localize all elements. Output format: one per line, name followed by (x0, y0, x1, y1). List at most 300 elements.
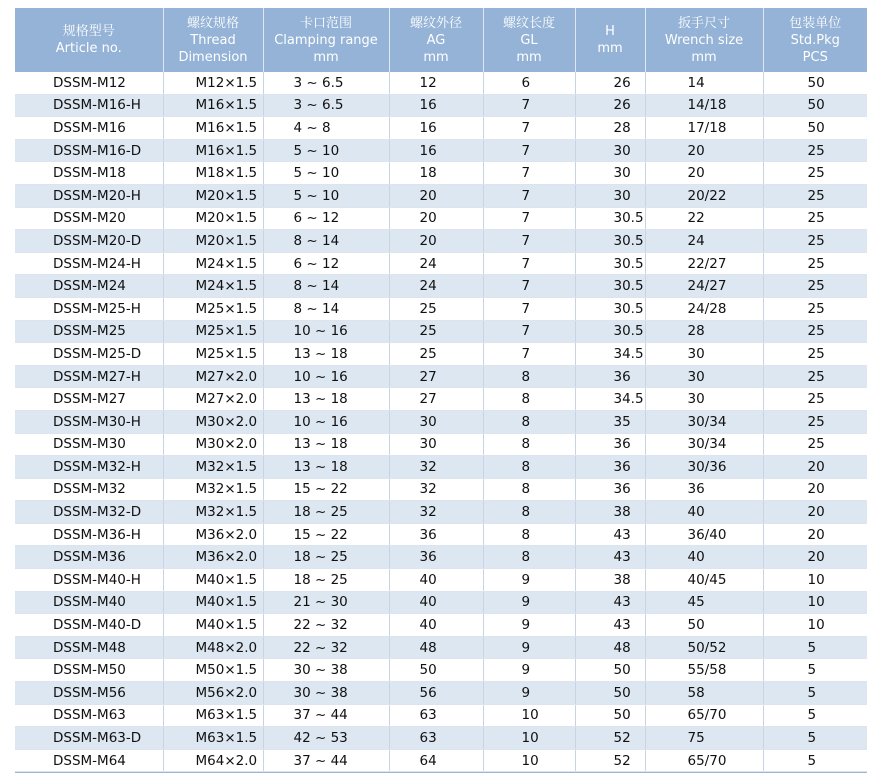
table-row (15, 523, 867, 546)
cell-article-no: DSSM-M32 (15, 478, 163, 501)
cell-std-pkg: 25 (763, 410, 867, 433)
cell-h: 36 (575, 456, 645, 479)
table-row (15, 478, 867, 501)
cell-article-no: DSSM-M16-D (15, 139, 163, 162)
cell-wrench-size: 36/40 (645, 523, 763, 546)
cell-article-no: DSSM-M48 (15, 636, 163, 659)
table-row (15, 659, 867, 682)
cell-ag: 30 (389, 410, 483, 433)
cell-h: 38 (575, 501, 645, 524)
cell-std-pkg: 25 (763, 320, 867, 343)
cell-gl: 7 (483, 184, 575, 207)
cell-thread: M40×1.5 (163, 569, 263, 592)
cell-article-no: DSSM-M25-H (15, 297, 163, 320)
cell-ag: 63 (389, 727, 483, 750)
cell-std-pkg: 5 (763, 682, 867, 705)
cell-thread: M25×1.5 (163, 343, 263, 366)
cell-std-pkg: 25 (763, 343, 867, 366)
cell-thread: M56×2.0 (163, 682, 263, 705)
cell-h: 30.5 (575, 252, 645, 275)
cell-ag: 18 (389, 162, 483, 185)
cell-ag: 24 (389, 275, 483, 298)
cell-gl: 9 (483, 659, 575, 682)
cell-clamping-range: 4 ~ 8 (263, 117, 389, 140)
cell-gl: 7 (483, 275, 575, 298)
table-row (15, 230, 867, 253)
cell-std-pkg: 25 (763, 275, 867, 298)
header-gl (483, 8, 575, 72)
cell-ag: 25 (389, 343, 483, 366)
cell-ag: 32 (389, 478, 483, 501)
cell-h: 30.5 (575, 297, 645, 320)
table-row (15, 388, 867, 411)
cell-article-no: DSSM-M30-H (15, 410, 163, 433)
cell-ag: 36 (389, 523, 483, 546)
cell-std-pkg: 20 (763, 523, 867, 546)
cell-gl: 9 (483, 614, 575, 637)
cell-thread: M50×1.5 (163, 659, 263, 682)
cell-clamping-range: 15 ~ 22 (263, 523, 389, 546)
cell-clamping-range: 5 ~ 10 (263, 184, 389, 207)
cell-article-no: DSSM-M20 (15, 207, 163, 230)
cell-h: 30.5 (575, 275, 645, 298)
cell-h: 43 (575, 546, 645, 569)
cell-ag: 20 (389, 230, 483, 253)
cell-thread: M27×2.0 (163, 388, 263, 411)
cell-ag: 27 (389, 365, 483, 388)
cell-wrench-size: 17/18 (645, 117, 763, 140)
cell-wrench-size: 20 (645, 162, 763, 185)
cell-gl: 9 (483, 682, 575, 705)
table-row (15, 727, 867, 750)
cell-article-no: DSSM-M20-D (15, 230, 163, 253)
cell-wrench-size: 20/22 (645, 184, 763, 207)
cell-h: 50 (575, 682, 645, 705)
cell-clamping-range: 18 ~ 25 (263, 569, 389, 592)
header-h (575, 8, 645, 72)
cell-clamping-range: 37 ~ 44 (263, 749, 389, 772)
cell-clamping-range: 21 ~ 30 (263, 591, 389, 614)
cell-gl: 9 (483, 569, 575, 592)
cell-thread: M63×1.5 (163, 727, 263, 750)
header-en: H (605, 24, 615, 39)
cell-thread: M25×1.5 (163, 297, 263, 320)
cell-clamping-range: 5 ~ 10 (263, 139, 389, 162)
cell-article-no: DSSM-M30 (15, 433, 163, 456)
cell-thread: M24×1.5 (163, 275, 263, 298)
cell-ag: 30 (389, 433, 483, 456)
table-row (15, 320, 867, 343)
cell-h: 48 (575, 636, 645, 659)
header-zh: 卡口范围 (299, 15, 352, 31)
spec-table-container (15, 8, 867, 773)
table-row (15, 682, 867, 705)
cell-h: 28 (575, 117, 645, 140)
cell-article-no: DSSM-M27 (15, 388, 163, 411)
cell-std-pkg: 5 (763, 727, 867, 750)
header-en: Thread (190, 32, 236, 48)
cell-std-pkg: 25 (763, 162, 867, 185)
cell-thread: M30×2.0 (163, 433, 263, 456)
header-wrench-size (645, 8, 763, 72)
header-unit: mm (423, 49, 449, 65)
header-unit: mm (516, 49, 542, 65)
cell-wrench-size: 22/27 (645, 252, 763, 275)
cell-article-no: DSSM-M32-D (15, 501, 163, 524)
cell-h: 36 (575, 478, 645, 501)
cell-article-no: DSSM-M24 (15, 275, 163, 298)
table-row (15, 365, 867, 388)
table-row (15, 749, 867, 772)
cell-ag: 20 (389, 207, 483, 230)
cell-ag: 56 (389, 682, 483, 705)
table-row (15, 94, 867, 117)
cell-wrench-size: 30 (645, 365, 763, 388)
cell-clamping-range: 10 ~ 16 (263, 365, 389, 388)
cell-clamping-range: 15 ~ 22 (263, 478, 389, 501)
table-row (15, 72, 867, 94)
cell-article-no: DSSM-M40 (15, 591, 163, 614)
cell-gl: 9 (483, 591, 575, 614)
cell-wrench-size: 45 (645, 591, 763, 614)
cell-clamping-range: 8 ~ 14 (263, 230, 389, 253)
cell-thread: M63×1.5 (163, 704, 263, 727)
cell-clamping-range: 18 ~ 25 (263, 546, 389, 569)
cell-std-pkg: 25 (763, 230, 867, 253)
cell-h: 35 (575, 410, 645, 433)
cell-gl: 6 (483, 72, 575, 94)
cell-thread: M20×1.5 (163, 207, 263, 230)
cell-wrench-size: 24/28 (645, 297, 763, 320)
cell-h: 38 (575, 569, 645, 592)
cell-clamping-range: 8 ~ 14 (263, 297, 389, 320)
table-row (15, 207, 867, 230)
cell-thread: M16×1.5 (163, 94, 263, 117)
table-row (15, 501, 867, 524)
table-row (15, 162, 867, 185)
cell-article-no: DSSM-M63 (15, 704, 163, 727)
header-unit: mm (313, 49, 339, 65)
cell-ag: 32 (389, 456, 483, 479)
cell-ag: 27 (389, 388, 483, 411)
cell-thread: M25×1.5 (163, 320, 263, 343)
cell-article-no: DSSM-M24-H (15, 252, 163, 275)
cell-h: 30 (575, 184, 645, 207)
cell-clamping-range: 18 ~ 25 (263, 501, 389, 524)
cell-h: 34.5 (575, 343, 645, 366)
cell-gl: 8 (483, 501, 575, 524)
cell-clamping-range: 13 ~ 18 (263, 343, 389, 366)
cell-gl: 7 (483, 139, 575, 162)
header-row (15, 8, 867, 72)
cell-gl: 8 (483, 478, 575, 501)
cell-gl: 7 (483, 343, 575, 366)
cell-clamping-range: 5 ~ 10 (263, 162, 389, 185)
cell-ag: 25 (389, 297, 483, 320)
header-en: Wrench size (664, 32, 744, 48)
cell-std-pkg: 20 (763, 501, 867, 524)
header-zh: 螺纹外径 (409, 15, 462, 31)
cell-std-pkg: 25 (763, 207, 867, 230)
cell-thread: M12×1.5 (163, 72, 263, 94)
table-row (15, 591, 867, 614)
cell-h: 26 (575, 94, 645, 117)
cell-article-no: DSSM-M32-H (15, 456, 163, 479)
cell-clamping-range: 8 ~ 14 (263, 275, 389, 298)
cell-wrench-size: 40/45 (645, 569, 763, 592)
cell-wrench-size: 65/70 (645, 749, 763, 772)
cell-h: 36 (575, 365, 645, 388)
cell-h: 30.5 (575, 207, 645, 230)
cell-ag: 12 (389, 72, 483, 94)
cell-article-no: DSSM-M40-D (15, 614, 163, 637)
cell-clamping-range: 13 ~ 18 (263, 456, 389, 479)
cell-clamping-range: 30 ~ 38 (263, 682, 389, 705)
cell-gl: 9 (483, 636, 575, 659)
cell-ag: 40 (389, 614, 483, 637)
header-zh: 扳手尺寸 (677, 15, 730, 31)
cell-thread: M32×1.5 (163, 456, 263, 479)
cell-ag: 16 (389, 117, 483, 140)
header-zh: 螺纹规格 (186, 15, 239, 31)
header-zh: 规格型号 (62, 24, 115, 39)
cell-thread: M16×1.5 (163, 117, 263, 140)
cell-thread: M32×1.5 (163, 478, 263, 501)
cell-std-pkg: 10 (763, 591, 867, 614)
cell-thread: M18×1.5 (163, 162, 263, 185)
cell-article-no: DSSM-M36 (15, 546, 163, 569)
header-ag (389, 8, 483, 72)
cell-wrench-size: 20 (645, 139, 763, 162)
header-std-pkg (763, 8, 867, 72)
cell-article-no: DSSM-M27-H (15, 365, 163, 388)
cell-gl: 10 (483, 749, 575, 772)
cell-h: 30 (575, 162, 645, 185)
header-en: Article no. (55, 41, 122, 56)
cell-thread: M27×2.0 (163, 365, 263, 388)
cell-wrench-size: 30/36 (645, 456, 763, 479)
cell-std-pkg: 25 (763, 297, 867, 320)
cell-wrench-size: 30 (645, 343, 763, 366)
cell-clamping-range: 6 ~ 12 (263, 207, 389, 230)
cell-article-no: DSSM-M63-D (15, 727, 163, 750)
cell-gl: 7 (483, 207, 575, 230)
cell-std-pkg: 5 (763, 659, 867, 682)
spec-table (15, 8, 867, 772)
cell-wrench-size: 65/70 (645, 704, 763, 727)
cell-std-pkg: 25 (763, 139, 867, 162)
table-row (15, 343, 867, 366)
table-row (15, 704, 867, 727)
cell-article-no: DSSM-M25-D (15, 343, 163, 366)
cell-h: 34.5 (575, 388, 645, 411)
cell-article-no: DSSM-M50 (15, 659, 163, 682)
header-unit: Dimension (178, 49, 248, 65)
table-row (15, 569, 867, 592)
cell-wrench-size: 40 (645, 546, 763, 569)
cell-clamping-range: 22 ~ 32 (263, 636, 389, 659)
cell-thread: M36×2.0 (163, 523, 263, 546)
header-article-no (15, 8, 163, 72)
cell-clamping-range: 37 ~ 44 (263, 704, 389, 727)
cell-clamping-range: 10 ~ 16 (263, 410, 389, 433)
table-row (15, 117, 867, 140)
cell-wrench-size: 14/18 (645, 94, 763, 117)
cell-article-no: DSSM-M18 (15, 162, 163, 185)
cell-thread: M16×1.5 (163, 139, 263, 162)
table-row (15, 614, 867, 637)
table-row (15, 433, 867, 456)
cell-thread: M36×2.0 (163, 546, 263, 569)
cell-ag: 36 (389, 546, 483, 569)
cell-wrench-size: 55/58 (645, 659, 763, 682)
cell-article-no: DSSM-M12 (15, 72, 163, 94)
table-row (15, 456, 867, 479)
cell-wrench-size: 14 (645, 72, 763, 94)
cell-gl: 8 (483, 410, 575, 433)
cell-h: 43 (575, 614, 645, 637)
cell-std-pkg: 25 (763, 365, 867, 388)
cell-gl: 7 (483, 94, 575, 117)
table-header (15, 8, 867, 72)
header-en: GL (520, 32, 538, 48)
cell-wrench-size: 30 (645, 388, 763, 411)
header-unit: PCS (802, 49, 828, 65)
cell-clamping-range: 10 ~ 16 (263, 320, 389, 343)
table-row (15, 636, 867, 659)
cell-thread: M48×2.0 (163, 636, 263, 659)
cell-gl: 8 (483, 365, 575, 388)
cell-ag: 32 (389, 501, 483, 524)
cell-std-pkg: 50 (763, 72, 867, 94)
header-clamping-range (263, 8, 389, 72)
cell-clamping-range: 13 ~ 18 (263, 433, 389, 456)
table-row (15, 252, 867, 275)
cell-std-pkg: 5 (763, 704, 867, 727)
cell-ag: 48 (389, 636, 483, 659)
cell-h: 52 (575, 727, 645, 750)
cell-gl: 7 (483, 117, 575, 140)
cell-clamping-range: 30 ~ 38 (263, 659, 389, 682)
header-zh: 螺纹长度 (502, 15, 555, 31)
cell-std-pkg: 10 (763, 614, 867, 637)
table-row (15, 410, 867, 433)
header-thread (163, 8, 263, 72)
cell-clamping-range: 3 ~ 6.5 (263, 72, 389, 94)
header-en: Std.Pkg (790, 32, 840, 48)
cell-wrench-size: 30/34 (645, 433, 763, 456)
cell-gl: 7 (483, 230, 575, 253)
cell-gl: 8 (483, 523, 575, 546)
cell-gl: 7 (483, 320, 575, 343)
cell-thread: M24×1.5 (163, 252, 263, 275)
cell-std-pkg: 10 (763, 569, 867, 592)
cell-h: 43 (575, 523, 645, 546)
cell-article-no: DSSM-M40-H (15, 569, 163, 592)
cell-h: 30.5 (575, 230, 645, 253)
cell-std-pkg: 20 (763, 456, 867, 479)
cell-h: 50 (575, 659, 645, 682)
cell-ag: 40 (389, 569, 483, 592)
cell-thread: M20×1.5 (163, 230, 263, 253)
cell-article-no: DSSM-M64 (15, 749, 163, 772)
cell-wrench-size: 28 (645, 320, 763, 343)
table-row (15, 275, 867, 298)
cell-std-pkg: 20 (763, 478, 867, 501)
table-row (15, 297, 867, 320)
cell-wrench-size: 50/52 (645, 636, 763, 659)
cell-wrench-size: 50 (645, 614, 763, 637)
cell-std-pkg: 25 (763, 388, 867, 411)
cell-gl: 8 (483, 546, 575, 569)
cell-article-no: DSSM-M20-H (15, 184, 163, 207)
cell-article-no: DSSM-M56 (15, 682, 163, 705)
cell-thread: M64×2.0 (163, 749, 263, 772)
cell-h: 43 (575, 591, 645, 614)
cell-gl: 10 (483, 704, 575, 727)
cell-std-pkg: 25 (763, 184, 867, 207)
cell-std-pkg: 25 (763, 433, 867, 456)
table-body (15, 72, 867, 772)
cell-gl: 7 (483, 252, 575, 275)
cell-clamping-range: 6 ~ 12 (263, 252, 389, 275)
cell-h: 30 (575, 139, 645, 162)
cell-gl: 8 (483, 456, 575, 479)
cell-article-no: DSSM-M16-H (15, 94, 163, 117)
cell-article-no: DSSM-M36-H (15, 523, 163, 546)
cell-wrench-size: 36 (645, 478, 763, 501)
table-row (15, 139, 867, 162)
cell-ag: 50 (389, 659, 483, 682)
cell-article-no: DSSM-M25 (15, 320, 163, 343)
cell-thread: M40×1.5 (163, 591, 263, 614)
cell-clamping-range: 42 ~ 53 (263, 727, 389, 750)
cell-ag: 20 (389, 184, 483, 207)
cell-std-pkg: 5 (763, 636, 867, 659)
cell-clamping-range: 13 ~ 18 (263, 388, 389, 411)
cell-std-pkg: 20 (763, 546, 867, 569)
header-unit: mm (597, 41, 623, 56)
cell-clamping-range: 3 ~ 6.5 (263, 94, 389, 117)
cell-clamping-range: 22 ~ 32 (263, 614, 389, 637)
table-row (15, 184, 867, 207)
cell-gl: 8 (483, 388, 575, 411)
cell-ag: 24 (389, 252, 483, 275)
cell-std-pkg: 25 (763, 252, 867, 275)
cell-h: 36 (575, 433, 645, 456)
cell-ag: 63 (389, 704, 483, 727)
cell-thread: M40×1.5 (163, 614, 263, 637)
cell-h: 50 (575, 704, 645, 727)
cell-ag: 64 (389, 749, 483, 772)
cell-std-pkg: 5 (763, 749, 867, 772)
cell-ag: 16 (389, 139, 483, 162)
cell-wrench-size: 30/34 (645, 410, 763, 433)
cell-h: 26 (575, 72, 645, 94)
cell-gl: 8 (483, 433, 575, 456)
cell-wrench-size: 24 (645, 230, 763, 253)
cell-std-pkg: 50 (763, 117, 867, 140)
header-en: Clamping range (274, 32, 378, 48)
cell-wrench-size: 22 (645, 207, 763, 230)
cell-std-pkg: 50 (763, 94, 867, 117)
table-row (15, 546, 867, 569)
cell-gl: 10 (483, 727, 575, 750)
cell-article-no: DSSM-M16 (15, 117, 163, 140)
cell-thread: M20×1.5 (163, 184, 263, 207)
cell-gl: 7 (483, 297, 575, 320)
header-en: AG (426, 32, 446, 48)
